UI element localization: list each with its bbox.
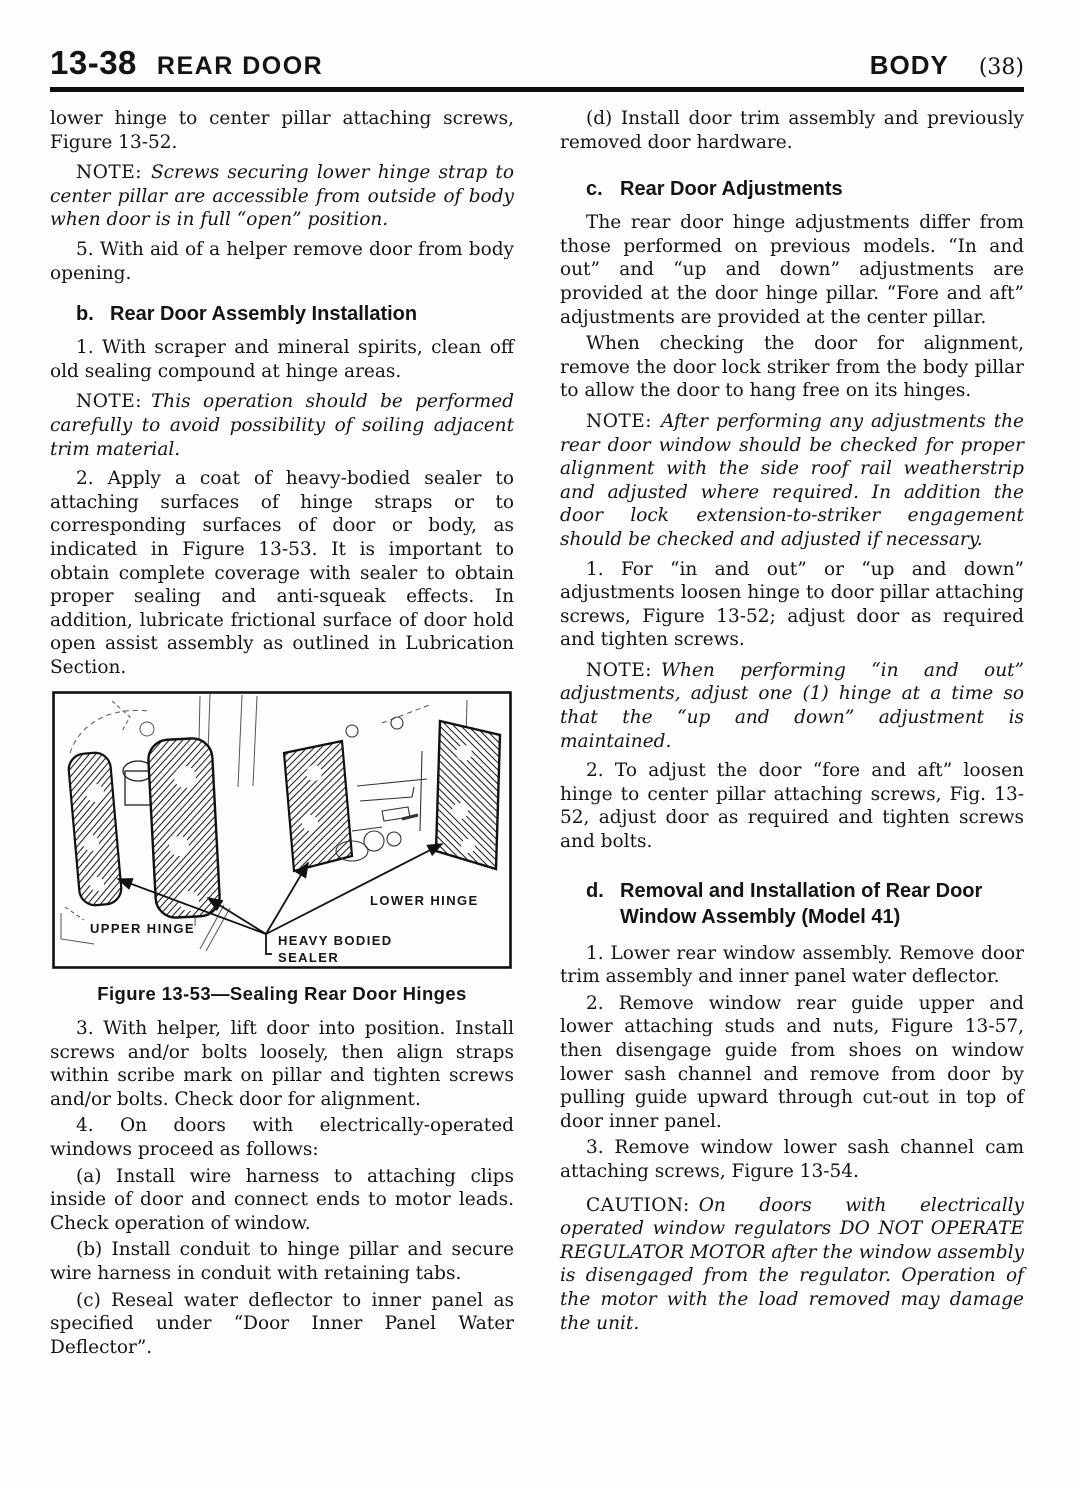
- heading-letter: b.: [76, 303, 94, 326]
- paragraph-adjustments-intro: The rear door hinge adjustments differ from those performed on previous models. “In and out” and “up and down” adjustments are provided at the door hinge pillar. “Fore and aft” adjustments are provided at the center pillar.: [560, 212, 1024, 328]
- left-column: [50, 107, 514, 1362]
- section-number: 13-38: [50, 44, 137, 81]
- heading-title-line2: Window Assembly (Model 41): [620, 905, 901, 928]
- heading-window-assembly-removal: [560, 878, 1024, 930]
- sealer-label-line2: SEALER: [278, 950, 340, 966]
- page-number: (38): [978, 55, 1024, 80]
- step-4a-wire-harness: (a) Install wire harness to attaching clips inside of door and connect ends to motor leads. Check operation of window.: [50, 1165, 514, 1234]
- step-4-electric-windows: 4. On doors with electrically-operated windows proceed as follows:: [50, 1115, 514, 1161]
- step-2-remove-guide: 2. Remove window rear guide upper and lower attaching studs and nuts, Figure 13-57, then disengage guide from shoes on window lower sash channel and remove from door by pulling guide upward through cut-out in top of door inner panel.: [560, 992, 1024, 1132]
- heading-title-line1: Removal and Installation of Rear Door: [620, 879, 983, 902]
- heading-title: Rear Door Adjustments: [620, 178, 843, 201]
- body-title: BODY: [869, 50, 949, 80]
- note-label: NOTE:: [586, 659, 652, 681]
- note-window-alignment: [560, 410, 1024, 552]
- lower-hinge-straps: [284, 717, 500, 871]
- step-d-trim-assembly: (d) Install door trim assembly and previously removed door hardware.: [560, 108, 1024, 153]
- note-soiling: [50, 390, 514, 461]
- lower-hinge-label: LOWER HINGE: [370, 893, 479, 909]
- figure-13-53: [50, 691, 514, 969]
- step-3-remove-cam: 3. Remove window lower sash channel cam attaching screws, Figure 13-54.: [560, 1137, 1024, 1182]
- step-3-lift-door: 3. With helper, lift door into position. Install screws and/or bolts loosely, then align straps within scribe mark on pillar and tighten screws and/or bolts. Check door for alignment.: [50, 1018, 514, 1110]
- note-text: Screws securing lower hinge strap to center pillar are accessible from outside of body when door is in full “open” position.: [50, 162, 514, 231]
- step-1-in-out-adjust: 1. For “in and out” or “up and down” adjustments loosen hinge to door pillar attaching screws, Figure 13-52; adjust door as required and tighten screws.: [560, 558, 1024, 651]
- caution-regulator-motor: [560, 1194, 1024, 1336]
- page-header: [50, 44, 1024, 92]
- heading-letter: c.: [586, 178, 603, 201]
- note-lower-hinge: [50, 161, 514, 232]
- note-label: NOTE:: [76, 162, 142, 184]
- step-4c-reseal: (c) Reseal water deflector to inner panel as specified under “Door Inner Panel Water Deflector”.: [50, 1289, 514, 1358]
- step-1-clean: 1. With scraper and mineral spirits, clean off old sealing compound at hinge areas.: [50, 337, 514, 382]
- heading-title: Rear Door Assembly Installation: [110, 303, 418, 326]
- header-left: [50, 44, 323, 82]
- paragraph-alignment-check: When checking the door for alignment, remove the door lock striker from the body pillar to allow the door to hang free on its hinges.: [560, 333, 1024, 402]
- heading-rear-door-adjustments: [560, 176, 1024, 202]
- hinge-sealing-illustration: [50, 691, 514, 969]
- caution-label: CAUTION:: [586, 1194, 690, 1216]
- right-column: [560, 107, 1024, 1362]
- step-2-sealer: 2. Apply a coat of heavy-bodied sealer to attaching surfaces of hinge straps or to corresponding surfaces of door or body, as indicated in Figure 13-53. It is important to obtain complete coverage with sealer to obtain proper sealing and anti-squeak effects. In addition, lubricate frictional surface of door hold open assist assembly as outlined in Lubrication Section.: [50, 468, 514, 678]
- step-4b-conduit: (b) Install conduit to hinge pillar and secure wire harness in conduit with retaining tabs.: [50, 1239, 514, 1284]
- step-2-fore-aft-adjust: 2. To adjust the door “fore and aft” loosen hinge to center pillar attaching screws, Fig. 13-52, adjust door as required and tighten screws and bolts.: [560, 760, 1024, 853]
- heading-letter: d.: [586, 879, 604, 902]
- heading-rear-door-assembly-installation: [50, 301, 514, 327]
- caution-text: On doors with electrically operated window regulators DO NOT OPERATE REGULATOR MOTOR after the window assembly is disengaged from the regulator. Operation of the motor with the load removed may damage the unit.: [560, 1194, 1024, 1334]
- upper-hinge-straps: [67, 738, 220, 919]
- paragraph-continued: lower hinge to center pillar attaching screws, Figure 13-52.: [50, 108, 514, 153]
- door-outline-sketch: [61, 694, 467, 951]
- note-label: NOTE:: [586, 410, 652, 432]
- sealer-label-line1: HEAVY BODIED: [278, 933, 393, 949]
- note-text: This operation should be performed carefully to avoid possibility of soiling adjacent trim material.: [50, 391, 514, 460]
- section-title: REAR DOOR: [156, 52, 324, 80]
- figure-caption: Figure 13-53—Sealing Rear Door Hinges: [97, 983, 467, 1005]
- step-1-lower-window: 1. Lower rear window assembly. Remove door trim assembly and inner panel water deflector.: [560, 942, 1024, 988]
- note-one-hinge: [560, 659, 1024, 753]
- note-text: After performing any adjustments the rear door window should be checked for proper alignment with the side roof rail weatherstrip and adjusted where required. In addition the door lock extension-to-striker engagement should be checked and adjusted if necessary.: [560, 410, 1024, 550]
- step-5: 5. With aid of a helper remove door from body opening.: [50, 238, 514, 284]
- two-column-body: [50, 107, 1024, 1362]
- note-label: NOTE:: [76, 391, 142, 413]
- note-text: When performing “in and out” adjustments, adjust one (1) hinge at a time so that the “up and down” adjustment is maintained.: [560, 659, 1024, 752]
- heading-title: [620, 878, 982, 930]
- header-right: [870, 50, 1024, 81]
- upper-hinge-label: UPPER HINGE: [90, 921, 195, 937]
